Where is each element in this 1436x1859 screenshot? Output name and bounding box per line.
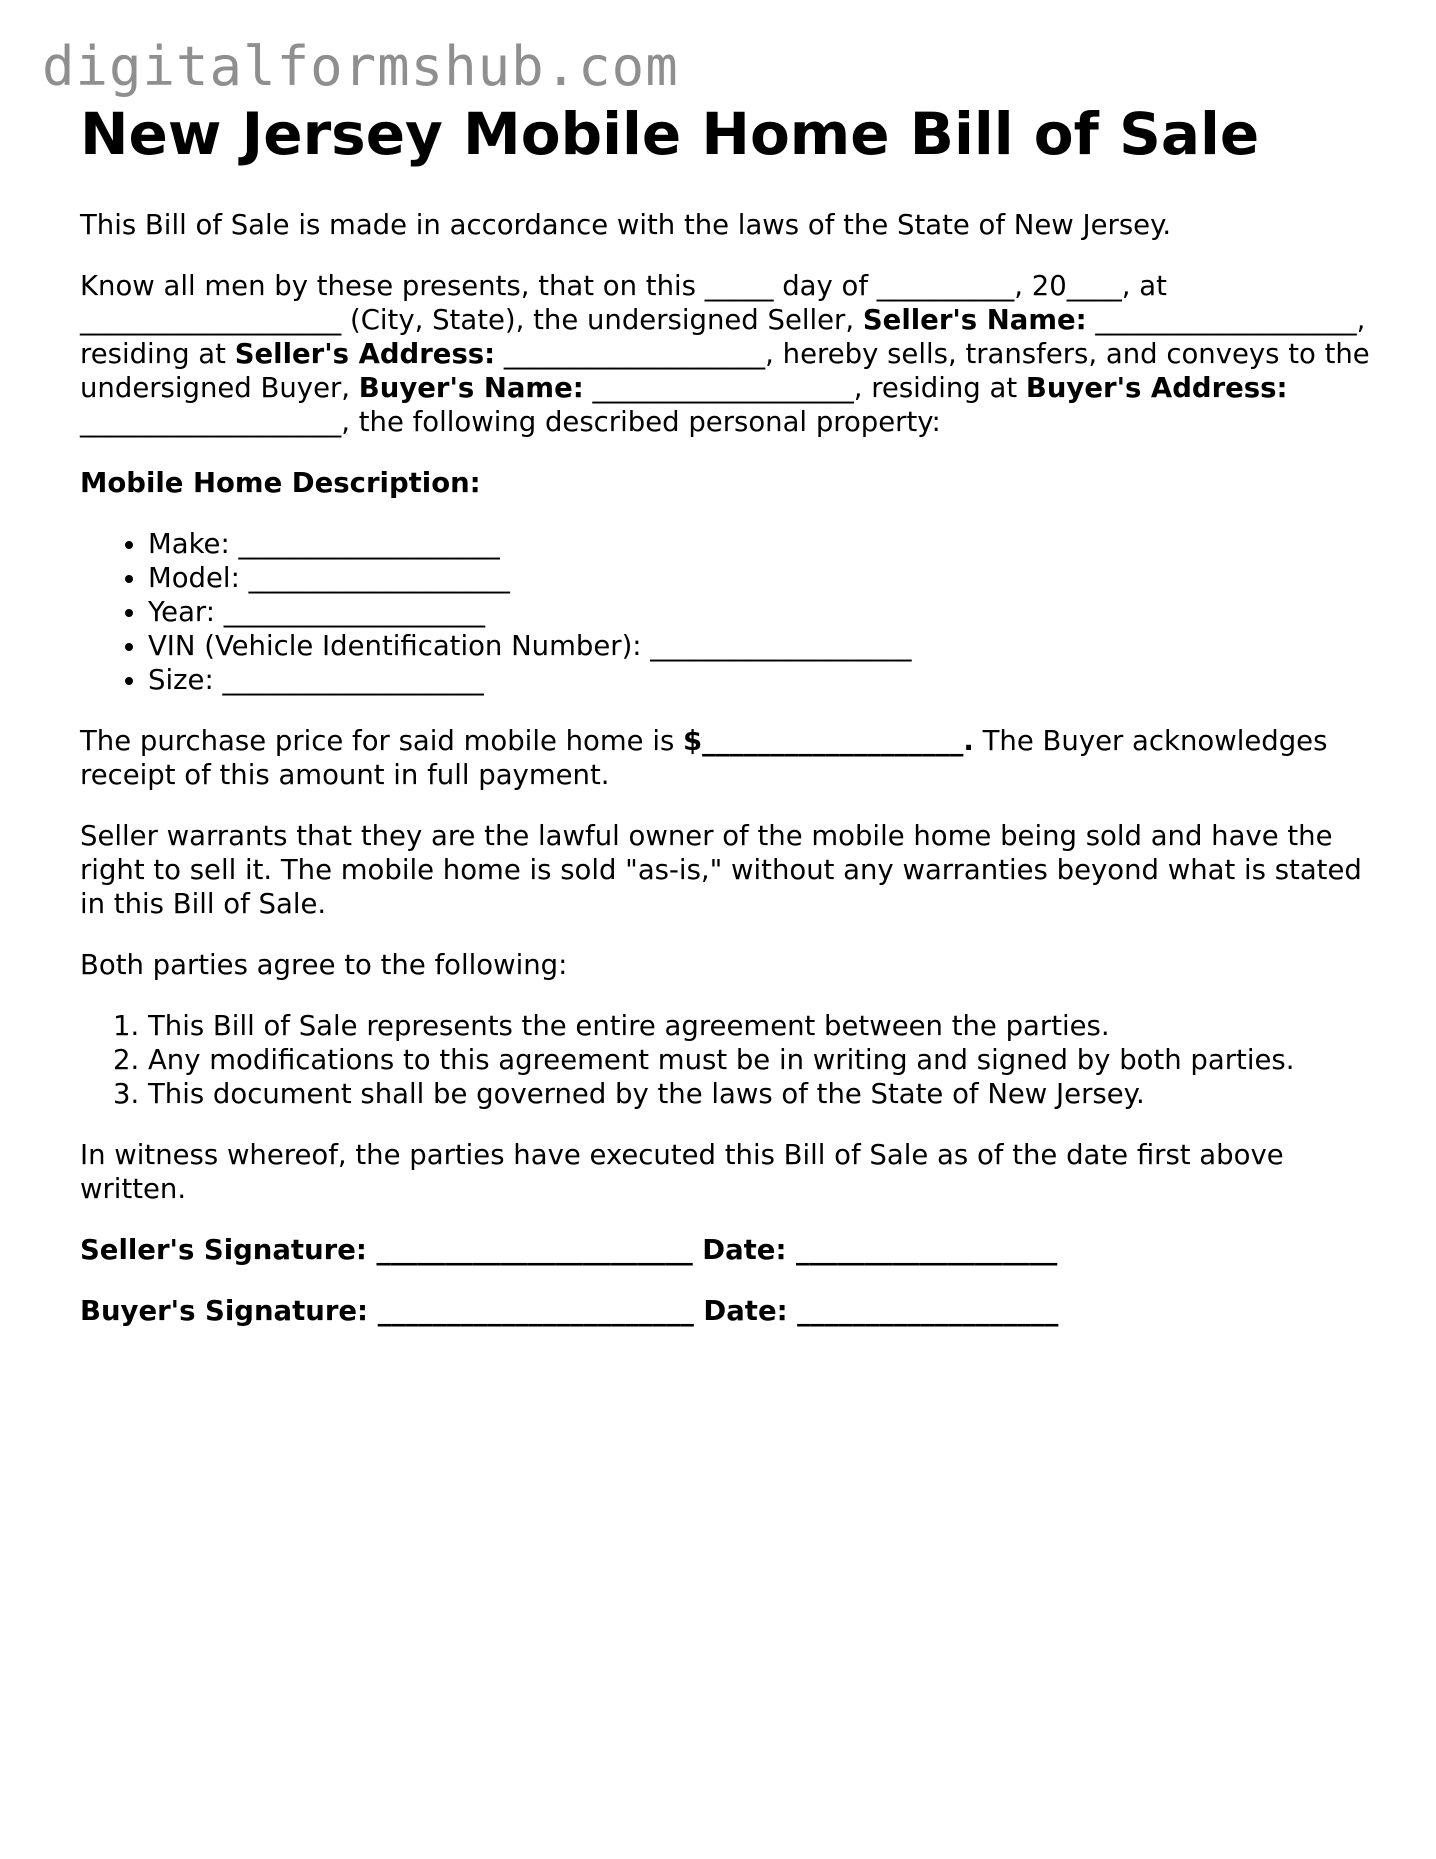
- recital-text-2: ___________________, residing at: [80, 304, 1366, 370]
- recital-paragraph: [80, 269, 1370, 439]
- description-heading: Mobile Home Description:: [80, 467, 481, 499]
- recital-text-5: ___________________, the following described personal property:: [80, 406, 941, 438]
- description-item-year: • Year: ___________________: [148, 595, 1370, 629]
- recital-text-4: ___________________, residing at: [583, 372, 1026, 404]
- price-text-1: The purchase price for said mobile home is: [80, 725, 684, 757]
- buyer-name-label: Buyer's Name:: [358, 372, 584, 404]
- witness-paragraph: In witness whereof, the parties have executed this Bill of Sale as of the date first above written.: [80, 1139, 1284, 1205]
- recital-text-3: ___________________, hereby sells, transfers, and conveys to the undersigned Buyer,: [80, 338, 1370, 404]
- description-item-make: • Make: ___________________: [148, 527, 1370, 561]
- document-body: [80, 100, 1370, 1355]
- price-text-2: The Buyer acknowledges receipt of this amount in full payment.: [80, 725, 1328, 791]
- description-list: [80, 527, 1370, 697]
- buyer-signature-line: Buyer's Signature: _______________________ Date: ___________________: [80, 1295, 1059, 1327]
- agreement-item: 2. Any modifications to this agreement must be in writing and signed by both parties.: [148, 1043, 1370, 1077]
- page-title: New Jersey Mobile Home Bill of Sale: [80, 100, 1260, 168]
- description-item-size: • Size: ___________________: [148, 663, 1370, 697]
- intro-paragraph: This Bill of Sale is made in accordance with the laws of the State of New Jersey.: [80, 209, 1172, 241]
- buyer-address-label: Buyer's Address:: [1025, 372, 1288, 404]
- seller-name-label: Seller's Name:: [862, 304, 1087, 336]
- agreement-list: [80, 1009, 1370, 1111]
- agreement-intro: Both parties agree to the following:: [80, 949, 568, 981]
- agreement-item: 3. This document shall be governed by the laws of the State of New Jersey.: [148, 1077, 1370, 1111]
- agreement-item: 1. This Bill of Sale represents the entire agreement between the parties.: [148, 1009, 1370, 1043]
- warranty-paragraph: Seller warrants that they are the lawful owner of the mobile home being sold and have the right to sell it. The mobile home is sold "as-is," without any warranties beyond what is stated in this Bill of Sale.: [80, 820, 1362, 920]
- recital-text-1: Know all men by these presents, that on this _____ day of __________, 20____, at ___________________ (City, State), the undersigned Seller,: [80, 270, 1167, 336]
- description-item-vin: • VIN (Vehicle Identification Number): ___________________: [148, 629, 1370, 663]
- price-amount: $___________________.: [683, 725, 974, 757]
- price-paragraph: [80, 724, 1370, 792]
- watermark-text: digitalformshub.com: [42, 35, 679, 98]
- seller-signature-line: Seller's Signature: _______________________ Date: ___________________: [80, 1234, 1058, 1266]
- seller-address-label: Seller's Address:: [234, 338, 496, 370]
- description-item-model: • Model: ___________________: [148, 561, 1370, 595]
